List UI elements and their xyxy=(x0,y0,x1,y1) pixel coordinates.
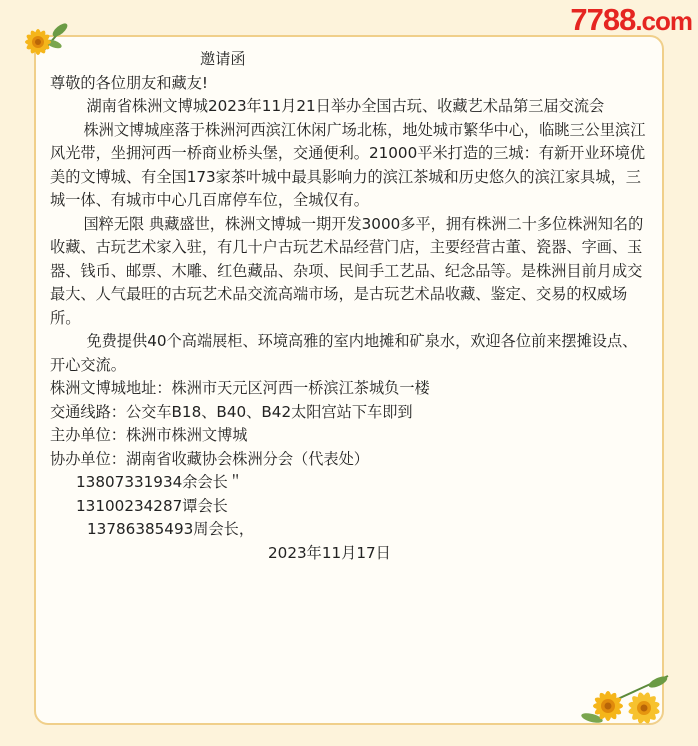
chrysanthemum-cluster-icon xyxy=(578,668,678,732)
site-watermark: 7788.com xyxy=(570,2,692,37)
host-organizer: 主办单位：株洲市株洲文博城 xyxy=(50,426,248,444)
contact-phone: 13807331934余会长＂ xyxy=(76,473,244,491)
co-organizer: 协办单位：湖南省收藏协会株洲分会（代表处） xyxy=(50,449,369,468)
venue-address: 株洲文博城地址：株洲市天元区河西一桥滨江茶城负一楼 xyxy=(50,379,430,397)
venue-description: 株洲文博城座落于株洲河西滨江休闲广场北栋，地处城市繁华中心，临眺三公里滨江风光带，坐拥河西一桥商业桥头堡，交通便利。21000平米打造的三城：有新开业环境优美的文博城、有全国173家茶叶城中最具影响力的滨江茶城和历史悠久的滨江家具城，三城一体、有城市中心几百席停车位，全城仅有。 xyxy=(50,120,646,209)
transport-route: 交通线路：公交车B18、B40、B42太阳宫站下车即到 xyxy=(50,402,413,421)
letter-greeting: 尊敬的各位朋友和藏友! xyxy=(50,73,208,92)
letter-title: 邀请函 xyxy=(200,50,246,68)
contact-phone: 13100234287谭会长 xyxy=(76,496,228,515)
contact-phone: 13786385493周会长， xyxy=(87,520,255,538)
market-description: 国粹无限 典藏盛世，株洲文博城一期开发3000多平，拥有株洲二十多位株洲知名的收藏、古玩艺术家入驻，有几十户古玩艺术品经营门店，主要经营古董、瓷器、字画、玉器、钱币、邮票、木雕、红色藏品、杂项、民间手工艺品、纪念品等。是株洲目前月成交最大、人气最旺的古玩艺术品交流高端市场，是古玩艺术品收藏、鉴定、交易的权威场所。 xyxy=(50,214,644,327)
invitation-letter xyxy=(50,48,660,565)
free-offer: 免费提供40个高端展柜、环境高雅的室内地摊和矿泉水，欢迎各位前来摆摊设点、开心交流。 xyxy=(50,332,638,374)
event-headline: 湖南省株洲文博城2023年11月21日举办全国古玩、收藏艺术品第三届交流会 xyxy=(86,97,605,115)
letter-date: 2023年11月17日 xyxy=(268,543,391,562)
